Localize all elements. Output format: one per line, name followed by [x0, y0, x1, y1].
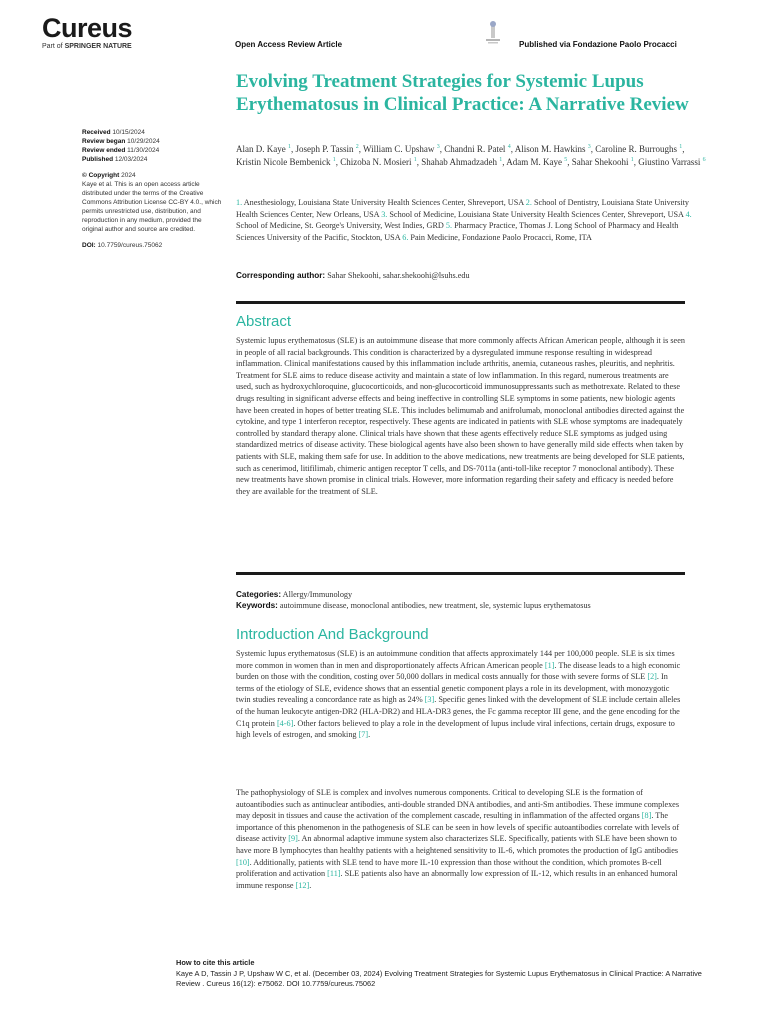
corresponding-author: Corresponding author: Sahar Shekoohi, sahar.shekoohi@lsuhs.edu: [236, 271, 470, 280]
article-type-label: Open Access Review Article: [235, 40, 343, 49]
doi[interactable]: DOI: 10.7759/cureus.75062: [82, 242, 163, 249]
author-affiliation-ref: 1: [679, 144, 683, 150]
reference-link[interactable]: [4-6]: [276, 718, 294, 728]
author-list: Alan D. Kaye $^1$, Joseph P. Tassin $^2$, William C. Upshaw $^3$, Chandni R. Patel $^4$, Alison M. Hawkins $^3$, Caroline R. Burroughs $^1$, Kristin Nicole Bembenick $^1$, Chizoba N. Mosieri $^1$, Shahab Ahmadzadeh $^1$, Adam M. Kaye $^5$, Sahar Shekoohi $^1$, Giustino Varrassi $^6$: [236, 144, 706, 167]
reference-link[interactable]: [10]: [236, 857, 250, 867]
affiliation-text: School of Medicine, St. George's University, West Indies, GRD: [236, 221, 446, 230]
citation-block: [176, 958, 716, 990]
foundation-logo-icon: [480, 20, 506, 46]
reference-link[interactable]: [2]: [647, 672, 657, 682]
affiliation-number: 1.: [236, 198, 244, 207]
author-affiliation-ref: 5: [564, 156, 568, 163]
author-name[interactable]: Shahab Ahmadzadeh $^1$: [421, 156, 503, 167]
published-via-label: Published via Fondazione Paolo Procacci: [519, 40, 677, 49]
affiliation-list: [236, 197, 706, 243]
affiliation-number: 5.: [445, 221, 455, 230]
intro-paragraph-2: The pathophysiology of SLE is complex and involves numerous components. Critical to developing SLE is the formation of autoantibodies such as antinuclear antibodies, anti-double stranded DNA antibodies, and anti-Sm antibodies. These immune complexes may deposit in tissues and cause the activation of the complement cascade, resulting in inflammation of the affected organs [8]. The importance of this phenomenon in the pathogenesis of SLE can be seen in how levels of specific autoantibodies correlate with levels of disease activity [9]. An abnormal adaptive immune system also characterizes SLE. Specifically, patients with SLE have been shown to have more B lymphocytes than healthy patients with a heightened sensitivity to IL-6, which promotes the production of IgG antibodies [10]. Additionally, patients with SLE tend to have more IL-10 expression than those without the condition, which promotes B-cell proliferation and activation [11]. SLE patients also have an abnormally low expression of IL-12, which results in an enhanced humoral immune response [12].: [236, 788, 680, 890]
section-divider: [236, 572, 685, 575]
affiliation-number: 6.: [402, 232, 411, 242]
affiliation-text: School of Medicine, Louisiana State University Health Sciences Center, Shreveport, USA: [389, 209, 686, 219]
author-affiliation-ref: 1: [413, 156, 417, 163]
introduction-heading: Introduction And Background: [236, 626, 429, 643]
affiliation-text: Anesthesiology, Louisiana State University Health Sciences Center, Shreveport, USA: [243, 198, 526, 207]
received-date: Received 10/15/2024: [82, 129, 145, 136]
author-name[interactable]: Alan D. Kaye $^1$: [236, 144, 291, 154]
affiliation-number: 2.: [525, 198, 534, 207]
author-name[interactable]: William C. Upshaw $^3$: [363, 144, 440, 154]
citation-text: Kaye A D, Tassin J P, Upshaw W C, et al. (December 03, 2024) Evolving Treatment Strategies for Systemic Lupus Erythematosus in Clinical Practice: A Narrative Review . Cureus 16(12): e75062. DOI 10.7759/cureus.75062: [176, 968, 702, 988]
author-affiliation-ref: 1: [332, 156, 336, 163]
abstract-heading: Abstract: [236, 313, 292, 330]
section-divider: [236, 301, 685, 304]
affiliation-text: School of Dentistry, Louisiana State University Health Sciences Center, New Orleans, USA: [236, 198, 689, 219]
reference-link[interactable]: [3]: [424, 695, 435, 705]
copyright: © Copyright 2024: [82, 172, 136, 179]
author-affiliation-ref: 1: [630, 156, 634, 163]
author-name[interactable]: Chandni R. Patel $^4$: [444, 144, 511, 154]
author-name[interactable]: Chizoba N. Mosieri $^1$: [340, 156, 417, 167]
author-name[interactable]: Joseph P. Tassin $^2$: [295, 144, 359, 154]
author-name[interactable]: Caroline R. Burroughs $^1$: [595, 144, 683, 154]
cureus-logo[interactable]: [42, 14, 132, 50]
reference-link[interactable]: [8]: [641, 811, 652, 821]
author-affiliation-ref: 6: [702, 156, 706, 163]
abstract-text: Systemic lupus erythematosus (SLE) is an autoimmune disease that more commonly affects African American people, although it is seen in people of all racial backgrounds. This condition is characterized by a dysregulated immune response resulting in widespread inflammation. Clinical manifestations caused by this inflammation include arthritis, anemia, cutaneous rashes, pleuritis, and nephritis. Treatment for SLE aims to reduce disease activity and maintain a state of low inflammation. In this regard, numerous treatments are used, such as hydroxychloroquine, glucocorticoids, and non-glucocorticoid immunosuppressants such as methotrexate. Related to these drugs resulting in significant adverse effects and being ineffective in controlling SLE symptoms in some patients, new biologic agents have been created in hopes of better treating SLE. This includes belimumab and anifrolumab, monoclonal antibodies directed against the cytokine, and type 1 interferon receptor, respectively. These agents are indicated in patients with SLE whose symptoms are inadequately controlled by standard therapy alone. Clinical trials have shown that these agents effectively reduce SLE symptoms as judged using standardized metrics of disease activity. These biological agents have also been shown to have generally mild side effects when taken by patients with SLE, making them safe for use. In addition to the above medications, new treatments are being developed for SLE patients, such as cenerimod, litifilimab, chimeric antigen receptor T cells, and DS-7011a (anti-toll-like receptor 7 monoclonal antibody). These new treatments have shown promise in clinical trials. However, more information regarding their safety and efficacy is needed before they are available for the treatment of SLE.: [236, 336, 685, 496]
author-name[interactable]: Alison M. Hawkins $^3$: [514, 144, 591, 154]
review-ended-date: Review ended 11/30/2024: [82, 147, 160, 154]
reference-link[interactable]: [11]: [327, 869, 341, 879]
reference-link[interactable]: [7]: [358, 730, 369, 740]
reference-link[interactable]: [1]: [544, 660, 555, 670]
brand-name: Cureus: [42, 13, 133, 43]
author-affiliation-ref: 1: [287, 144, 291, 150]
author-name[interactable]: Giustino Varrassi $^6$: [638, 156, 706, 167]
author-affiliation-ref: 3: [587, 144, 591, 150]
intro-paragraph-1: Systemic lupus erythematosus (SLE) is an autoimmune condition that affects approximately 144 per 100,000 people. SLE is six times more common in women than in men and disproportionately affects African American people [1]. The disease leads to a high economic burden on those with the condition, costing over 50,000 dollars in medical costs annually for those with severe forms of SLE [2]. In terms of the etiology of SLE, evidence shows that an essential genetic component plays a role in its development, with monozygotic twin studies revealing a concordance rate as high as 24% [3]. Specific genes linked with the development of SLE include certain alleles of the human leukocyte antigen-DR2 (HLA-DR2) and HLA-DR3 genes, the Fc gamma receptor III gene, and the gene encoding for the C1q protein [4-6]. Other factors believed to play a role in the development of lupus include viral infections, certain drugs, exposure to high levels of estrogen, and smoking [7].: [236, 649, 681, 740]
categories-keywords: [236, 589, 685, 611]
reference-link[interactable]: [9]: [288, 834, 298, 844]
published-date: Published 12/03/2024: [82, 156, 148, 163]
affiliation-number: 3.: [381, 209, 390, 219]
review-began-date: Review began 10/29/2024: [82, 138, 160, 145]
article-sidebar: [82, 128, 222, 250]
author-affiliation-ref: 1: [499, 156, 503, 163]
author-affiliation-ref: 3: [436, 144, 440, 150]
citation-heading: How to cite this article: [176, 958, 255, 967]
article-title: Evolving Treatment Strategies for Systemic Lupus Erythematosus in Clinical Practice: A Narrative Review: [236, 71, 689, 115]
categories: Categories: Allergy/Immunology: [236, 590, 353, 599]
affiliation-text: Pain Medicine, Fondazione Paolo Procacci, Rome, ITA: [410, 232, 592, 242]
author-name[interactable]: Adam M. Kaye $^5$: [506, 156, 568, 167]
affiliation-text: Pharmacy Practice, Thomas J. Long School of Pharmacy and Health Sciences University of the Pacific, Stockton, USA: [236, 221, 679, 242]
corresponding-author-text[interactable]: Sahar Shekoohi, sahar.shekoohi@lsuhs.edu: [327, 271, 470, 280]
author-affiliation-ref: 4: [507, 144, 511, 150]
author-name[interactable]: Sahar Shekoohi $^1$: [571, 156, 634, 167]
author-name[interactable]: Kristin Nicole Bembenick $^1$: [236, 156, 336, 167]
brand-subtitle: Part of SPRINGER NATURE: [42, 43, 132, 50]
license-text: Kaye et al. This is an open access article distributed under the terms of the Creative Commons Attribution License CC-BY 4.0., which permits unrestricted use, distribution, and reproduction in any medium, provided the original author and source are credited.: [82, 181, 222, 233]
affiliation-number: 4.: [685, 209, 692, 219]
reference-link[interactable]: [12]: [295, 880, 310, 890]
keywords: Keywords: autoimmune disease, monoclonal antibodies, new treatment, sle, systemic lupus erythematosus: [236, 601, 591, 610]
author-affiliation-ref: 2: [355, 144, 359, 150]
